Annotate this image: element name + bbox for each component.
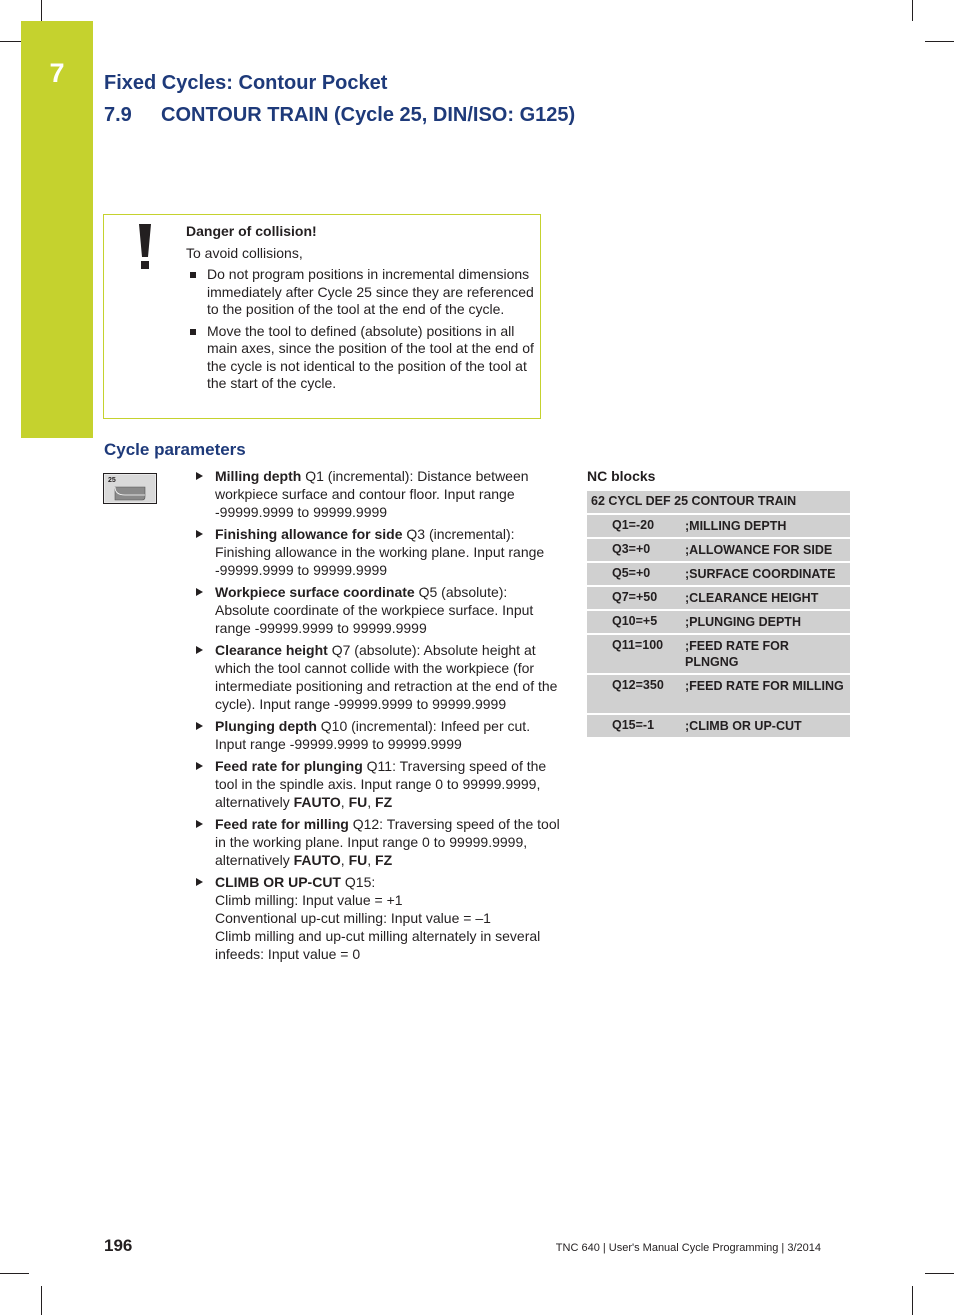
exclamation-icon bbox=[137, 223, 153, 276]
footer-text: TNC 640 | User's Manual Cycle Programming | 3/2014 bbox=[555, 1242, 821, 1254]
bullet-square-icon bbox=[190, 272, 196, 278]
crop-mark bbox=[912, 0, 913, 21]
crop-mark bbox=[912, 1286, 913, 1315]
triangle-bullet-icon bbox=[196, 722, 203, 730]
triangle-bullet-icon bbox=[196, 472, 203, 480]
page-number: 196 bbox=[104, 1236, 133, 1255]
cycle-parameters-heading: Cycle parameters bbox=[104, 440, 246, 459]
chapter-number: 7 bbox=[49, 58, 65, 88]
warning-body bbox=[186, 223, 534, 397]
bullet-square-icon bbox=[190, 329, 196, 335]
nc-blocks-table bbox=[587, 491, 850, 739]
table-row: Q11=100 ;FEED RATE FOR PLNGNG bbox=[587, 635, 850, 673]
section-title bbox=[104, 104, 575, 127]
table-row: Q15=-1 ;CLIMB OR UP-CUT bbox=[587, 715, 850, 737]
triangle-bullet-icon bbox=[196, 588, 203, 596]
section-title-text: CONTOUR TRAIN (Cycle 25, DIN/ISO: G125) bbox=[161, 104, 576, 126]
crop-mark bbox=[925, 1273, 954, 1274]
table-row: Q5=+0 ;SURFACE COORDINATE bbox=[587, 563, 850, 585]
list-item: CLIMB OR UP-CUT Q15: Climb milling: Input value = +1 Conventional up-cut milling: Input value = –1 Climb milling and up-cut milling alternately in several infeeds: Input value = 0 bbox=[193, 873, 561, 963]
crop-mark bbox=[41, 0, 42, 21]
table-row: Q10=+5 ;PLUNGING DEPTH bbox=[587, 611, 850, 633]
parameter-list bbox=[193, 467, 561, 967]
triangle-bullet-icon bbox=[196, 530, 203, 538]
triangle-bullet-icon bbox=[196, 646, 203, 654]
section-number: 7.9 bbox=[104, 104, 132, 126]
crop-mark bbox=[0, 41, 21, 42]
list-item: Milling depth Q1 (incremental): Distance between workpiece surface and contour floor. Input range -99999.9999 to 99999.9999 bbox=[193, 467, 561, 521]
triangle-bullet-icon bbox=[196, 820, 203, 828]
warning-intro: To avoid collisions, bbox=[186, 244, 303, 261]
warning-list bbox=[186, 266, 534, 393]
list-item: Move the tool to defined (absolute) positions in all main axes, since the position of the tool at the end of the cycle is not identical to the position of the tool at the start of the cycle. bbox=[186, 323, 534, 393]
table-row: 62 CYCL DEF 25 CONTOUR TRAIN bbox=[587, 491, 850, 513]
table-row: Q3=+0 ;ALLOWANCE FOR SIDE bbox=[587, 539, 850, 561]
list-item: Do not program positions in incremental dimensions immediately after Cycle 25 since they are referenced to the position of the tool at the end of the cycle. bbox=[186, 266, 534, 319]
list-item: Clearance height Q7 (absolute): Absolute height at which the tool cannot collide with the workpiece (for intermediate positioning and retraction at the end of the cycle). Input range -99999.9999 to 99999.9999 bbox=[193, 641, 561, 713]
table-row: Q1=-20 ;MILLING DEPTH bbox=[587, 515, 850, 537]
crop-mark bbox=[925, 41, 954, 42]
table-row: Q7=+50 ;CLEARANCE HEIGHT bbox=[587, 587, 850, 609]
table-row: Q12=350 ;FEED RATE FOR MILLING bbox=[587, 675, 850, 713]
list-item: Workpiece surface coordinate Q5 (absolute): Absolute coordinate of the workpiece surface. Input range -99999.9999 to 99999.9999 bbox=[193, 583, 561, 637]
chapter-title: Fixed Cycles: Contour Pocket bbox=[104, 72, 388, 94]
nc-blocks-heading: NC blocks bbox=[587, 468, 656, 484]
softkey-label: 25 bbox=[108, 477, 116, 484]
cycle-25-softkey-icon bbox=[103, 473, 157, 504]
list-item: Feed rate for plunging Q11: Traversing speed of the tool in the spindle axis. Input range 0 to 99999.9999, alternatively FAUTO, FU, FZ bbox=[193, 757, 561, 811]
warning-heading: Danger of collision! bbox=[186, 223, 317, 239]
crop-mark bbox=[41, 1286, 42, 1315]
crop-mark bbox=[0, 1273, 29, 1274]
triangle-bullet-icon bbox=[196, 878, 203, 886]
list-item: Plunging depth Q10 (incremental): Infeed per cut. Input range -99999.9999 to 99999.9999 bbox=[193, 717, 561, 753]
list-item: Finishing allowance for side Q3 (incremental): Finishing allowance in the working plane. Input range -99999.9999 to 99999.9999 bbox=[193, 525, 561, 579]
list-item: Feed rate for milling Q12: Traversing speed of the tool in the working plane. Input range 0 to 99999.9999, alternatively FAUTO, FU, FZ bbox=[193, 815, 561, 869]
collision-warning-box bbox=[103, 214, 541, 419]
triangle-bullet-icon bbox=[196, 762, 203, 770]
